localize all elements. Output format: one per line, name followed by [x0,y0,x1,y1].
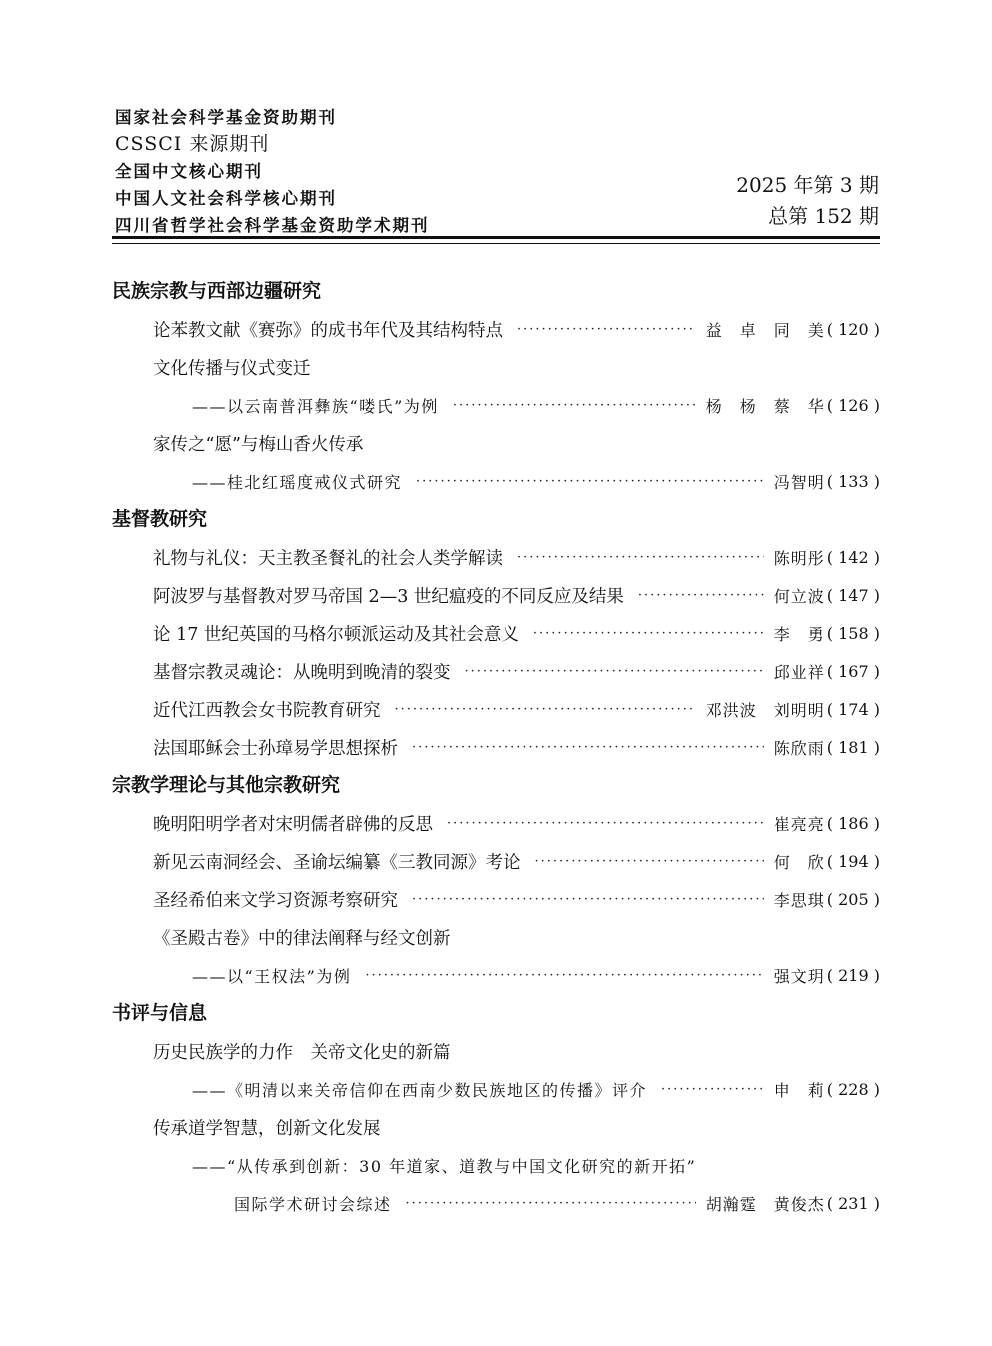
entry-page-number: ( 126 ) [826,395,880,415]
credential-line: CSSCI 来源期刊 [115,133,270,155]
entry-title: 论 17 世纪英国的马格尔顿派运动及其社会意义 [153,624,519,645]
entry-subtitle: ——“从传承到创新：30 年道家、道教与中国文化研究的新开拓” [192,1156,697,1176]
toc-entry-row[interactable] [112,804,880,842]
entry-subtitle: 国际学术研讨会综述 [234,1194,392,1214]
entry-author: 陈明彤 [773,548,825,568]
toc-entry-row[interactable] [112,310,880,348]
entry-page-number: ( 120 ) [826,319,880,339]
entry-subtitle: ——以云南普洱彝族“喽氏”为例 [192,396,439,416]
toc-entry-row[interactable] [112,614,880,652]
table-of-contents [112,272,880,1222]
entry-page-number: ( 133 ) [826,471,880,491]
entry-author: 何 欣 [773,852,825,872]
dot-leader [661,1083,764,1096]
entry-page-number: ( 194 ) [826,851,880,871]
entry-author: 邓洪波 刘明明 [705,700,825,720]
entry-author: 李思琪 [773,890,825,910]
entry-title: 近代江西教会女书院教育研究 [153,700,381,721]
dot-leader [517,323,696,336]
toc-section [112,272,880,500]
entry-author: 陈欣雨 [773,738,825,758]
toc-entry-row[interactable] [112,728,880,766]
toc-entry-row[interactable] [112,462,880,500]
entry-page-number: ( 186 ) [826,813,880,833]
entry-title: 新见云南洞经会、圣谕坛编纂《三教同源》考论 [153,852,521,873]
entry-title: 晚明阳明学者对宋明儒者辟佛的反思 [153,814,433,835]
toc-entry-title-row [112,348,880,386]
toc-entry-title-row [112,424,880,462]
header-divider-thin [112,243,880,244]
section-title: 书评与信息 [112,1002,208,1024]
entry-subtitle: ——以“王权法”为例 [192,966,352,986]
credential-line: 四川省哲学社会科学基金资助学术期刊 [115,216,430,235]
entry-page-number: ( 205 ) [826,889,880,909]
toc-entry-row[interactable] [112,576,880,614]
entry-subtitle: ——《明清以来关帝信仰在西南少数民族地区的传播》评介 [192,1080,648,1100]
credential-line: 国家社会科学基金资助期刊 [115,108,337,127]
entry-title: 家传之“愿”与梅山香火传承 [153,434,364,455]
entry-title: 论苯教文献《赛弥》的成书年代及其结构特点 [153,320,503,341]
entry-page-number: ( 174 ) [826,699,880,719]
entry-author: 强文玥 [773,966,825,986]
toc-entry-row[interactable] [112,652,880,690]
toc-entry-row[interactable] [112,1070,880,1108]
entry-title: 基督宗教灵魂论：从晚明到晚清的裂变 [153,662,451,683]
entry-author: 益 卓 同 美 [705,320,825,340]
dot-leader [412,893,764,906]
entry-title: 历史民族学的力作 关帝文化史的新篇 [153,1042,451,1063]
dot-leader [447,817,764,830]
entry-title: 文化传播与仪式变迁 [153,358,311,379]
dot-leader [406,1197,696,1210]
section-title: 宗教学理论与其他宗教研究 [112,774,341,796]
dot-leader [533,627,764,640]
entry-title: 礼物与礼仪：天主教圣餐礼的社会人类学解读 [153,548,503,569]
toc-entry-row[interactable] [112,956,880,994]
header-divider-thick [112,236,880,239]
toc-entry-row[interactable] [112,386,880,424]
toc-section [112,994,880,1222]
entry-page-number: ( 231 ) [826,1193,880,1213]
entry-title: 法国耶稣会士孙璋易学思想探析 [153,738,398,759]
entry-page-number: ( 147 ) [826,585,880,605]
entry-page-number: ( 167 ) [826,661,880,681]
entry-title: 《圣殿古卷》中的律法阐释与经文创新 [153,928,451,949]
section-title: 基督教研究 [112,508,208,530]
toc-entry-title-row [112,918,880,956]
entry-author: 杨 杨 蔡 华 [705,396,825,416]
toc-section [112,766,880,994]
entry-author: 李 勇 [773,624,825,644]
entry-page-number: ( 181 ) [826,737,880,757]
credential-line: 中国人文社会科学核心期刊 [115,189,337,208]
dot-leader [412,741,764,754]
dot-leader [395,703,696,716]
toc-entry-title-row [112,1108,880,1146]
entry-title: 阿波罗与基督教对罗马帝国 2—3 世纪瘟疫的不同反应及结果 [153,586,624,607]
entry-author: 胡瀚霆 黄俊杰 [705,1194,825,1214]
dot-leader [465,665,764,678]
entry-author: 邱业祥 [773,662,825,682]
toc-entry-title-row [112,1032,880,1070]
dot-leader [365,969,763,982]
entry-subtitle: ——桂北红瑶度戒仪式研究 [192,472,403,492]
toc-entry-row[interactable] [112,1184,880,1222]
toc-entry-title-row [112,1146,880,1184]
dot-leader [453,399,696,412]
entry-author: 冯智明 [773,472,825,492]
dot-leader [638,589,764,602]
issue-info [736,170,879,232]
entry-author: 申 莉 [773,1080,825,1100]
dot-leader [517,551,764,564]
entry-title: 传承道学智慧，创新文化发展 [153,1118,381,1139]
entry-author: 崔亮亮 [773,814,825,834]
toc-entry-row[interactable] [112,880,880,918]
total-issue-number: 总第 152 期 [768,204,879,228]
issue-number: 2025 年第 3 期 [736,173,879,197]
toc-entry-row[interactable] [112,842,880,880]
entry-page-number: ( 158 ) [826,623,880,643]
toc-section [112,500,880,766]
dot-leader [535,855,764,868]
journal-credentials [115,104,430,239]
credential-line: 全国中文核心期刊 [115,162,263,181]
entry-page-number: ( 228 ) [826,1079,880,1099]
toc-entry-row[interactable] [112,690,880,728]
toc-entry-row[interactable] [112,538,880,576]
section-title: 民族宗教与西部边疆研究 [112,280,322,302]
entry-title: 圣经希伯来文学习资源考察研究 [153,890,398,911]
entry-author: 何立波 [773,586,825,606]
dot-leader [416,475,764,488]
entry-page-number: ( 219 ) [826,965,880,985]
entry-page-number: ( 142 ) [826,547,880,567]
